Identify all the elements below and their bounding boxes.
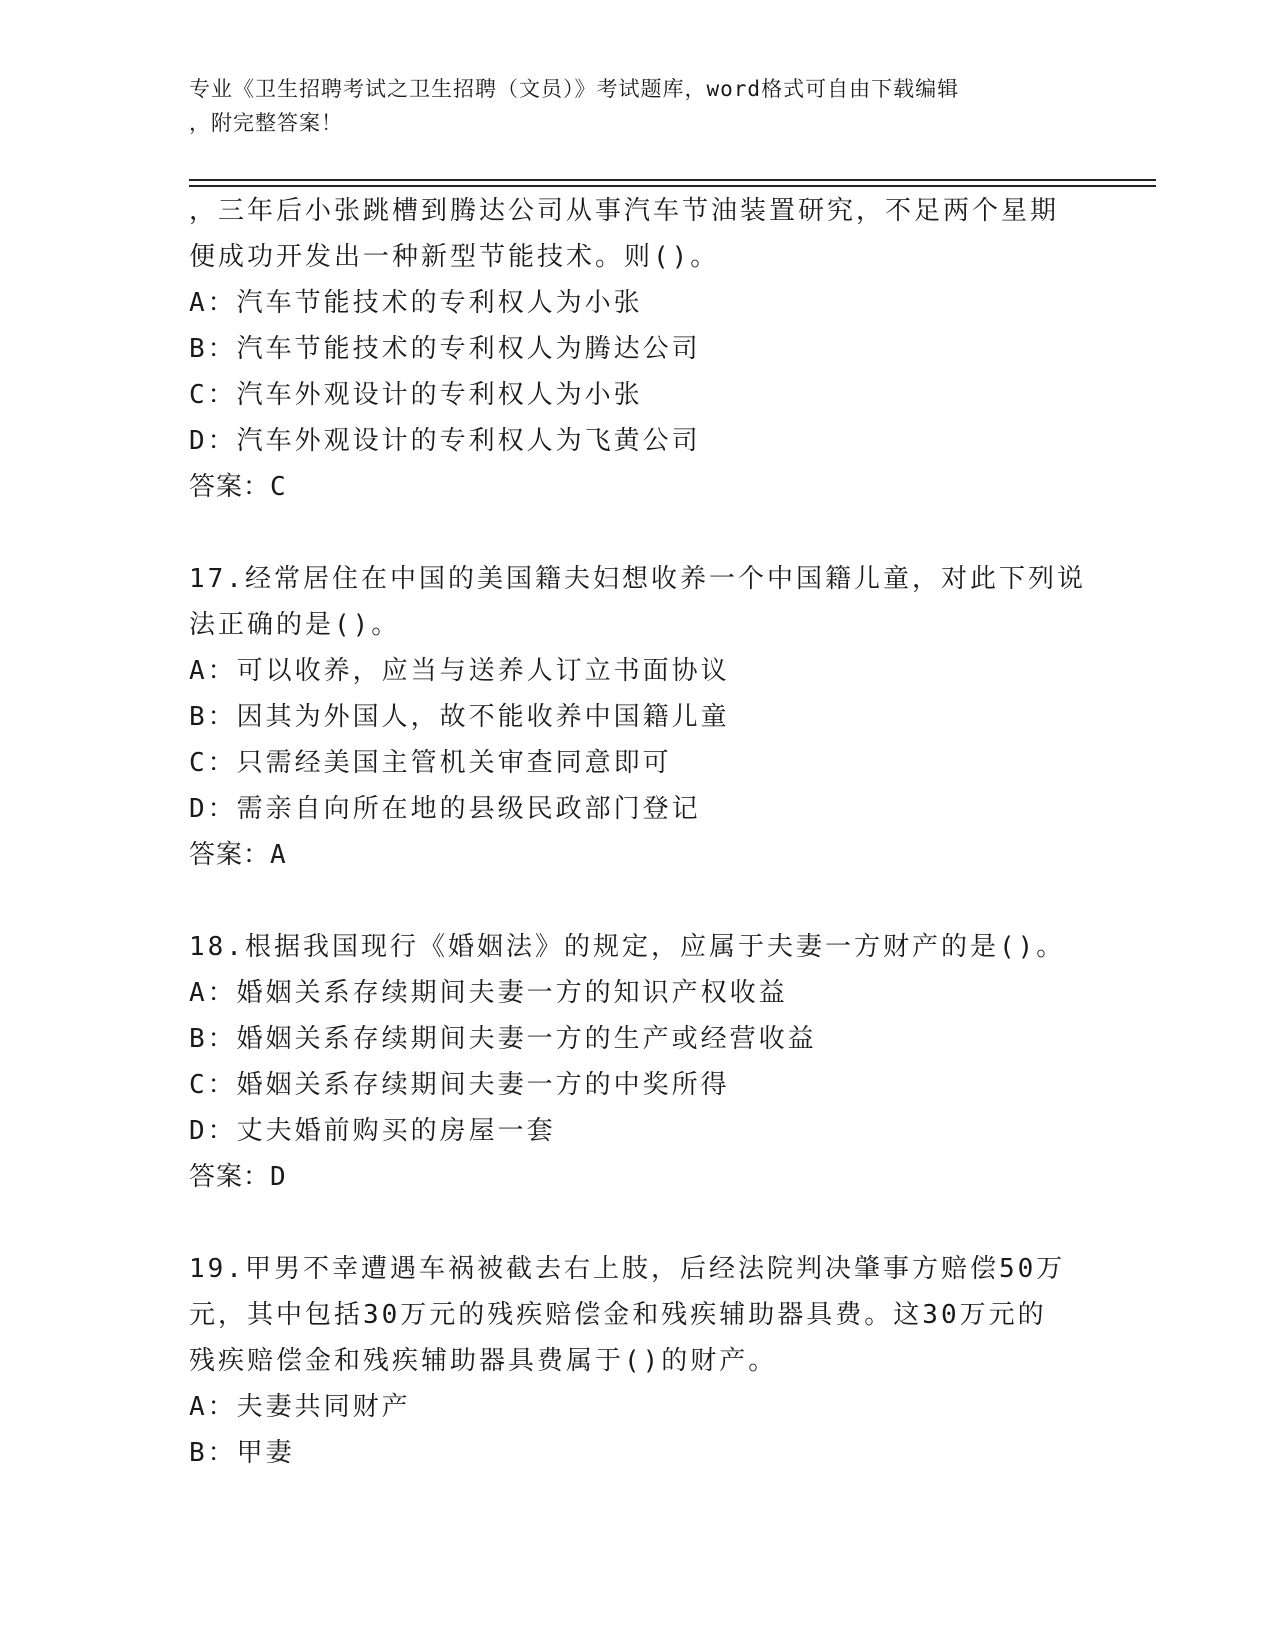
option-a: A：夫妻共同财产 — [189, 1392, 411, 1422]
option-d: D：需亲自向所在地的县级民政部门登记 — [189, 794, 701, 824]
header-line-2: ，附完整答案！ — [189, 111, 343, 135]
option-c: C：只需经美国主管机关审查同意即可 — [189, 748, 672, 778]
spacer — [189, 510, 1119, 556]
option-a: A：婚姻关系存续期间夫妻一方的知识产权收益 — [189, 978, 788, 1008]
question-stem: 便成功开发出一种新型节能技术。则()。 — [189, 242, 720, 272]
question-stem: 法正确的是()。 — [189, 610, 401, 640]
question-16 — [189, 188, 1119, 510]
option-b: B：因其为外国人，故不能收养中国籍儿童 — [189, 702, 730, 732]
question-18 — [189, 924, 1119, 1200]
question-stem: ，三年后小张跳槽到腾达公司从事汽车节油装置研究，不足两个星期 — [189, 196, 1060, 226]
option-d: D：丈夫婚前购买的房屋一套 — [189, 1116, 556, 1146]
question-stem: 残疾赔偿金和残疾辅助器具费属于()的财产。 — [189, 1346, 778, 1376]
question-stem: 19.甲男不幸遭遇车祸被截去右上肢，后经法院判决肇事方赔偿50万 — [189, 1254, 1066, 1284]
header-divider-top — [189, 179, 1156, 181]
header-divider-bottom — [189, 185, 1156, 187]
option-b: B：汽车节能技术的专利权人为腾达公司 — [189, 334, 701, 364]
option-a: A：可以收养，应当与送养人订立书面协议 — [189, 656, 730, 686]
answer-label: 答案：C — [189, 472, 287, 502]
document-header — [189, 72, 1089, 140]
question-stem: 18.根据我国现行《婚姻法》的规定，应属于夫妻一方财产的是()。 — [189, 932, 1066, 962]
question-stem: 元，其中包括30万元的残疾赔偿金和残疾辅助器具费。这30万元的 — [189, 1300, 1047, 1330]
header-line-1: 专业《卫生招聘考试之卫生招聘（文员）》考试题库，word格式可自由下载编辑 — [189, 77, 960, 101]
option-c: C：汽车外观设计的专利权人为小张 — [189, 380, 643, 410]
option-d: D：汽车外观设计的专利权人为飞黄公司 — [189, 426, 701, 456]
option-c: C：婚姻关系存续期间夫妻一方的中奖所得 — [189, 1070, 730, 1100]
question-stem: 17.经常居住在中国的美国籍夫妇想收养一个中国籍儿童，对此下列说 — [189, 564, 1086, 594]
question-17 — [189, 556, 1119, 878]
answer-label: 答案：D — [189, 1162, 287, 1192]
option-b: B：婚姻关系存续期间夫妻一方的生产或经营收益 — [189, 1024, 817, 1054]
option-a: A：汽车节能技术的专利权人为小张 — [189, 288, 643, 318]
question-19 — [189, 1246, 1119, 1476]
question-list — [189, 188, 1119, 1476]
spacer — [189, 1200, 1119, 1246]
option-b: B：甲妻 — [189, 1438, 295, 1468]
answer-label: 答案：A — [189, 840, 287, 870]
spacer — [189, 878, 1119, 924]
